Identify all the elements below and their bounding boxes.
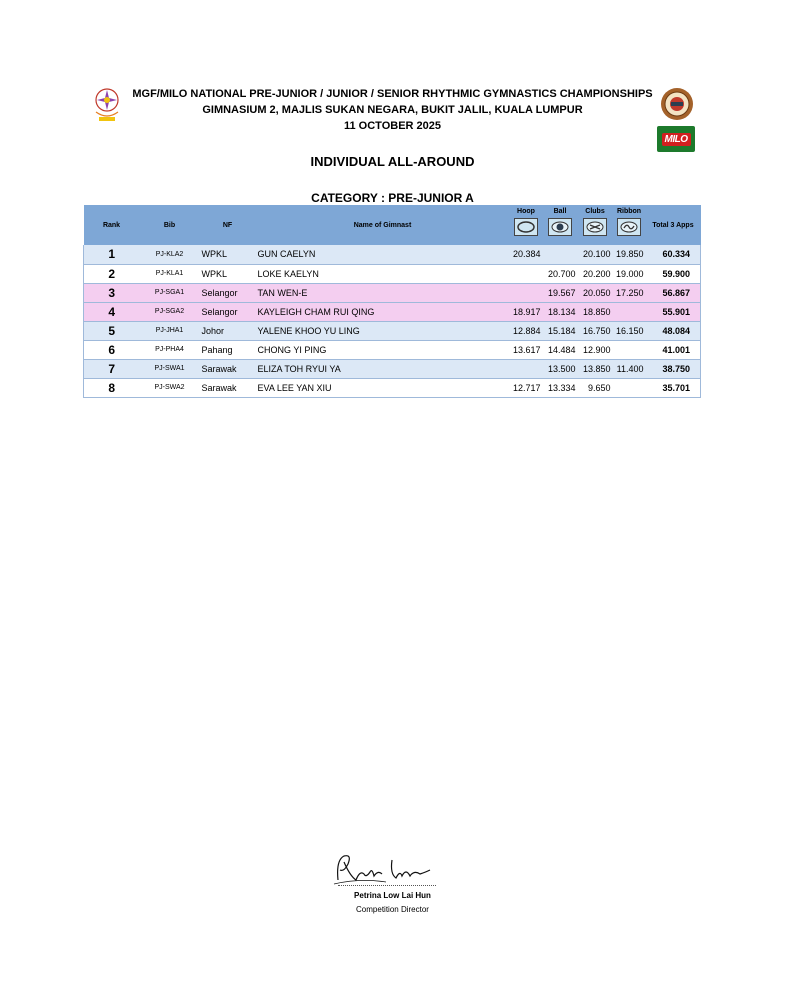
ribbon-apparatus-icon [617, 218, 641, 236]
table-row [84, 245, 701, 264]
col-ribbon [613, 205, 646, 245]
col-clubs [578, 205, 613, 245]
cell-clubs: 18.850 [578, 302, 613, 321]
milo-logo-text: MILO [662, 133, 691, 146]
table-row [84, 283, 701, 302]
cell-ribbon [613, 302, 646, 321]
cell-total: 60.334 [646, 245, 701, 264]
cell-nf: Sarawak [200, 378, 256, 397]
results-table [83, 205, 701, 398]
cell-name: TAN WEN-E [256, 283, 510, 302]
cell-rank: 4 [84, 302, 140, 321]
clubs-apparatus-icon [583, 218, 607, 236]
cell-rank: 3 [84, 283, 140, 302]
cell-ribbon: 16.150 [613, 321, 646, 340]
cell-bib: PJ-SGA1 [140, 283, 200, 302]
col-hoop [510, 205, 543, 245]
col-bib: Bib [163, 221, 176, 229]
cell-nf: Pahang [200, 340, 256, 359]
cell-clubs: 20.050 [578, 283, 613, 302]
cell-ribbon [613, 340, 646, 359]
col-ball-label: Ball [553, 208, 567, 215]
cell-ball: 15.184 [543, 321, 578, 340]
cell-ball [543, 245, 578, 264]
col-ribbon-label: Ribbon [616, 208, 642, 215]
cell-ball: 19.567 [543, 283, 578, 302]
cell-nf: WPKL [200, 245, 256, 264]
signatory-role-text: Competition Director [356, 905, 429, 914]
table-row [84, 378, 701, 397]
col-nf: NF [222, 221, 233, 229]
cell-ball: 20.700 [543, 264, 578, 283]
cell-ball: 13.334 [543, 378, 578, 397]
cell-bib: PJ-SGA2 [140, 302, 200, 321]
table-row [84, 321, 701, 340]
cell-name: EVA LEE YAN XIU [256, 378, 510, 397]
cell-rank: 8 [84, 378, 140, 397]
cell-bib: PJ-PHA4 [140, 340, 200, 359]
signatory-name-text: Petrina Low Lai Hun [354, 891, 431, 900]
cell-name: YALENE KHOO YU LING [256, 321, 510, 340]
col-total: Total 3 Apps [652, 221, 694, 229]
signatory-role [0, 905, 785, 914]
cell-hoop [510, 283, 543, 302]
championship-title: MGF/MILO NATIONAL PRE-JUNIOR / JUNIOR / SENIOR RHYTHMIC GYMNASTICS CHAMPIONSHIPS [132, 88, 653, 100]
cell-ball: 14.484 [543, 340, 578, 359]
cell-total: 55.901 [646, 302, 701, 321]
cell-name: LOKE KAELYN [256, 264, 510, 283]
cell-hoop: 12.717 [510, 378, 543, 397]
cell-bib: PJ-SWA1 [140, 359, 200, 378]
cell-ribbon: 17.250 [613, 283, 646, 302]
cell-nf: Sarawak [200, 359, 256, 378]
cell-bib: PJ-KLA1 [140, 264, 200, 283]
col-clubs-label: Clubs [585, 208, 605, 215]
cell-name: CHONG YI PING [256, 340, 510, 359]
cell-clubs: 20.200 [578, 264, 613, 283]
cell-ribbon: 19.850 [613, 245, 646, 264]
cell-clubs: 9.650 [578, 378, 613, 397]
cell-rank: 1 [84, 245, 140, 264]
cell-total: 35.701 [646, 378, 701, 397]
cell-nf: WPKL [200, 264, 256, 283]
cell-hoop [510, 264, 543, 283]
cell-clubs: 12.900 [578, 340, 613, 359]
cell-clubs: 13.850 [578, 359, 613, 378]
cell-rank: 7 [84, 359, 140, 378]
table-row [84, 359, 701, 378]
cell-total: 41.001 [646, 340, 701, 359]
cell-total: 59.900 [646, 264, 701, 283]
cell-rank: 5 [84, 321, 140, 340]
cell-total: 56.867 [646, 283, 701, 302]
hoop-apparatus-icon [514, 218, 538, 236]
cell-bib: PJ-SWA2 [140, 378, 200, 397]
col-hoop-label: Hoop [517, 208, 535, 215]
cell-hoop: 13.617 [510, 340, 543, 359]
cell-name: KAYLEIGH CHAM RUI QING [256, 302, 510, 321]
category-title: CATEGORY : PRE-JUNIOR A [311, 191, 474, 205]
cell-nf: Johor [200, 321, 256, 340]
table-header-row [84, 205, 701, 245]
cell-ball: 18.134 [543, 302, 578, 321]
results-body [84, 245, 701, 397]
cell-name: ELIZA TOH RYUI YA [256, 359, 510, 378]
col-ball [543, 205, 578, 245]
cell-hoop: 18.917 [510, 302, 543, 321]
signature-line [338, 885, 436, 886]
cell-ribbon [613, 378, 646, 397]
event-date: 11 OCTOBER 2025 [343, 120, 441, 132]
cell-hoop [510, 359, 543, 378]
ball-apparatus-icon [548, 218, 572, 236]
cell-nf: Selangor [200, 302, 256, 321]
col-rank: Rank [102, 221, 121, 229]
cell-total: 48.084 [646, 321, 701, 340]
cell-clubs: 20.100 [578, 245, 613, 264]
table-row [84, 302, 701, 321]
signatory-name [0, 891, 785, 900]
col-name: Name of Gimnast [353, 221, 412, 229]
cell-name: GUN CAELYN [256, 245, 510, 264]
cell-bib: PJ-JHA1 [140, 321, 200, 340]
cell-bib: PJ-KLA2 [140, 245, 200, 264]
cell-clubs: 16.750 [578, 321, 613, 340]
table-row [84, 340, 701, 359]
cell-ribbon: 19.000 [613, 264, 646, 283]
cell-ribbon: 11.400 [613, 359, 646, 378]
cell-hoop: 12.884 [510, 321, 543, 340]
cell-total: 38.750 [646, 359, 701, 378]
cell-rank: 6 [84, 340, 140, 359]
page-title: INDIVIDUAL ALL-AROUND [310, 154, 475, 169]
cell-ball: 13.500 [543, 359, 578, 378]
table-row [84, 264, 701, 283]
cell-hoop: 20.384 [510, 245, 543, 264]
signature-image [330, 850, 440, 890]
cell-nf: Selangor [200, 283, 256, 302]
cell-rank: 2 [84, 264, 140, 283]
venue: GIMNASIUM 2, MAJLIS SUKAN NEGARA, BUKIT JALIL, KUALA LUMPUR [202, 104, 583, 116]
